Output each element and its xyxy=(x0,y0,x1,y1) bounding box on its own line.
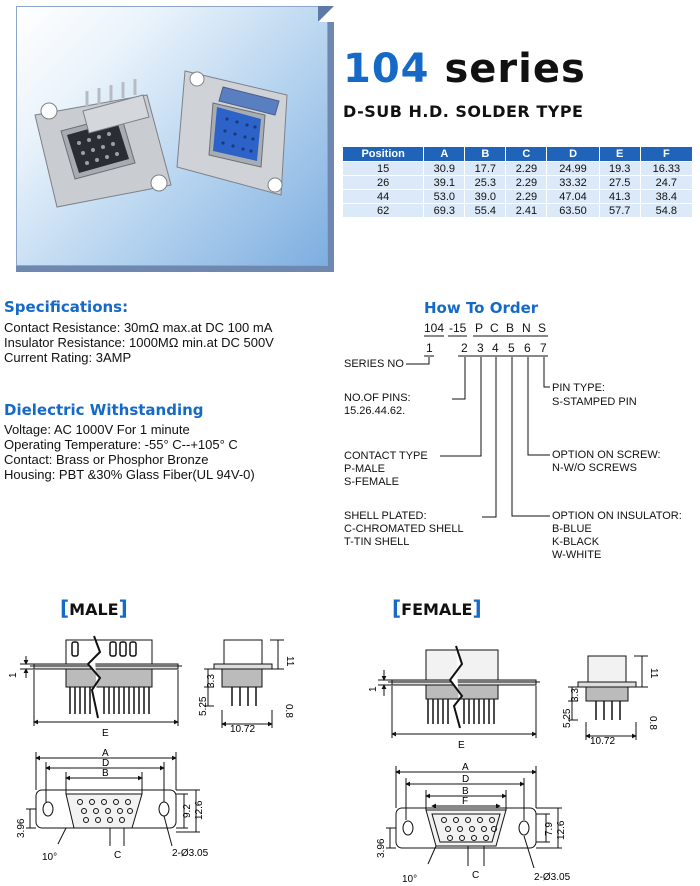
table-cell: 33.32 xyxy=(547,176,599,190)
dim-label: B xyxy=(102,768,109,779)
table-cell: 55.4 xyxy=(465,204,506,218)
pin-type-value: S-STAMPED PIN xyxy=(552,396,637,408)
table-cell: 54.8 xyxy=(640,204,692,218)
dim-label: 3.96 xyxy=(16,818,27,838)
table-cell: 25.3 xyxy=(465,176,506,190)
order-digit: 1 xyxy=(426,341,433,355)
dim-label: 1 xyxy=(368,686,379,692)
table-cell: 2.29 xyxy=(506,190,547,204)
dim-label: 3.3 xyxy=(570,688,581,702)
table-cell: 69.3 xyxy=(424,204,465,218)
table-cell: 38.4 xyxy=(640,190,692,204)
male-label: MALE xyxy=(69,600,119,619)
table-cell: 24.99 xyxy=(547,162,599,176)
dielectric-line: Voltage: AC 1000V For 1 minute xyxy=(4,422,190,437)
dielectric-list xyxy=(4,422,255,482)
table-cell: 26 xyxy=(343,176,424,190)
table-header-row xyxy=(343,147,693,162)
specifications-list xyxy=(4,320,274,365)
table-cell: 41.3 xyxy=(599,190,640,204)
pins-title: NO.OF PINS: xyxy=(344,392,411,404)
series-no-label: SERIES NO xyxy=(344,358,404,370)
dim-label: 7.9 xyxy=(544,822,555,836)
table-header-cell: F xyxy=(640,147,692,162)
insulator-black: K-BLACK xyxy=(552,536,600,548)
male-side-view xyxy=(20,636,182,726)
table-cell: 16.33 xyxy=(640,162,692,176)
pin-type-title: PIN TYPE: xyxy=(552,382,605,394)
table-cell: 19.3 xyxy=(599,162,640,176)
order-code-diagram xyxy=(340,300,700,580)
dim-label: 11 xyxy=(648,668,659,679)
dielectric-heading: Dielectric Withstanding xyxy=(4,401,204,419)
table-row xyxy=(343,162,693,176)
dielectric-line: Operating Temperature: -55° C--+105° C xyxy=(4,437,238,452)
shell-title: SHELL PLATED: xyxy=(344,510,427,522)
how-to-order-heading: How To Order xyxy=(424,299,539,317)
spec-line: Contact Resistance: 30mΩ max.at DC 100 mA xyxy=(4,320,273,335)
order-code-shell: C xyxy=(490,321,499,335)
specifications-heading: Specifications: xyxy=(4,298,129,316)
dim-label: D xyxy=(102,758,110,769)
dim-label: 0.8 xyxy=(283,704,294,718)
dim-label: 3.96 xyxy=(376,838,387,858)
table-cell: 17.7 xyxy=(465,162,506,176)
table-cell: 24.7 xyxy=(640,176,692,190)
dim-label: C xyxy=(472,870,480,881)
dim-label: 10° xyxy=(42,852,58,863)
dim-label: 3.3 xyxy=(206,674,217,688)
product-photo xyxy=(16,6,328,266)
table-cell: 30.9 xyxy=(424,162,465,176)
table-header-cell: Position xyxy=(343,147,424,162)
insulator-title: OPTION ON INSULATOR: xyxy=(552,510,682,522)
contact-title: CONTACT TYPE xyxy=(344,450,428,462)
bracket-close: ] xyxy=(118,596,128,620)
table-cell: 53.0 xyxy=(424,190,465,204)
technical-drawings xyxy=(0,606,700,886)
contact-male: P-MALE xyxy=(344,463,385,475)
order-code-pin-type: S xyxy=(538,321,547,335)
table-header-cell: B xyxy=(465,147,506,162)
dim-label: 12.6 xyxy=(194,800,205,820)
table-row xyxy=(343,204,693,218)
order-digit: 7 xyxy=(540,341,547,355)
order-digit: 6 xyxy=(524,341,531,355)
order-code-pins: -15 xyxy=(449,321,467,335)
shell-tin: T-TIN SHELL xyxy=(344,536,410,548)
order-digit: 4 xyxy=(492,341,499,355)
dimension-table xyxy=(342,146,693,218)
table-cell: 47.04 xyxy=(547,190,599,204)
shell-chromated: C-CHROMATED SHELL xyxy=(344,523,464,535)
bracket-close: ] xyxy=(472,596,482,620)
order-digit: 2 xyxy=(461,341,468,355)
table-header-cell: A xyxy=(424,147,465,162)
series-word: series xyxy=(444,46,586,92)
page-subtitle: D-SUB H.D. SOLDER TYPE xyxy=(343,102,584,121)
table-cell: 44 xyxy=(343,190,424,204)
order-code-contact: P xyxy=(475,321,484,335)
page-title xyxy=(343,46,586,92)
female-label: FEMALE xyxy=(401,600,473,619)
table-header-cell: E xyxy=(599,147,640,162)
table-cell: 15 xyxy=(343,162,424,176)
female-front-view xyxy=(386,766,562,868)
screw-value: N-W/O SCREWS xyxy=(552,462,637,474)
table-cell: 2.41 xyxy=(506,204,547,218)
dielectric-line: Housing: PBT &30% Glass Fiber(UL 94V-0) xyxy=(4,467,255,482)
order-code-screw: N xyxy=(522,321,531,335)
male-connector-photo xyxy=(35,79,171,207)
dim-label: 5.25 xyxy=(562,708,573,728)
order-digit: 3 xyxy=(477,341,484,355)
table-row xyxy=(343,176,693,190)
order-digit: 5 xyxy=(508,341,515,355)
female-side-view xyxy=(378,646,540,738)
bracket-open: [ xyxy=(60,596,70,620)
product-photo-frame xyxy=(16,6,334,272)
insulator-white: W-WHITE xyxy=(552,549,602,561)
pins-values: 15.26.44.62. xyxy=(344,405,406,417)
female-connector-photo xyxy=(177,71,287,195)
contact-female: S-FEMALE xyxy=(344,476,400,488)
spec-line: Insulator Resistance: 1000MΩ min.at DC 500V xyxy=(4,335,274,350)
spec-line: Current Rating: 3AMP xyxy=(4,350,132,365)
dim-label: 12.6 xyxy=(556,820,567,840)
table-cell: 2.29 xyxy=(506,176,547,190)
dim-label: C xyxy=(114,850,122,861)
dim-label: E xyxy=(102,728,109,739)
dim-label: 9.2 xyxy=(182,804,193,818)
bracket-open: [ xyxy=(392,596,402,620)
dim-label: 2-Ø3.05 xyxy=(172,848,209,859)
dim-label: E xyxy=(458,740,465,751)
dielectric-line: Contact: Brass or Phosphor Bronze xyxy=(4,452,209,467)
dim-label: 5.25 xyxy=(198,696,209,716)
screw-title: OPTION ON SCREW: xyxy=(552,449,661,461)
table-cell: 63.50 xyxy=(547,204,599,218)
dim-label: D xyxy=(462,774,470,785)
dim-label: 10.72 xyxy=(590,736,616,747)
table-cell: 27.5 xyxy=(599,176,640,190)
dim-label: 0.8 xyxy=(647,716,658,730)
dim-label: 11 xyxy=(284,656,295,667)
dim-label: 2-Ø3.05 xyxy=(534,872,571,883)
table-cell: 57.7 xyxy=(599,204,640,218)
table-row xyxy=(343,190,693,204)
dim-label: 1 xyxy=(8,672,19,678)
dim-label: 10.72 xyxy=(230,724,256,735)
table-cell: 39.1 xyxy=(424,176,465,190)
connector-photo-illustration xyxy=(17,7,329,267)
photo-corner-fold xyxy=(318,6,334,22)
dim-label: F xyxy=(462,796,469,807)
order-code-insulator: B xyxy=(506,321,515,335)
table-cell: 39.0 xyxy=(465,190,506,204)
table-header-cell: C xyxy=(506,147,547,162)
insulator-blue: B-BLUE xyxy=(552,523,592,535)
table-cell: 62 xyxy=(343,204,424,218)
dim-label: A xyxy=(102,748,109,759)
dim-label: 10° xyxy=(402,874,418,885)
table-header-cell: D xyxy=(547,147,599,162)
series-number: 104 xyxy=(343,46,430,92)
table-cell: 2.29 xyxy=(506,162,547,176)
order-code-series: 104 xyxy=(424,321,445,335)
dim-label: B xyxy=(462,786,469,797)
dim-label: A xyxy=(462,762,469,773)
male-front-view xyxy=(26,752,200,846)
